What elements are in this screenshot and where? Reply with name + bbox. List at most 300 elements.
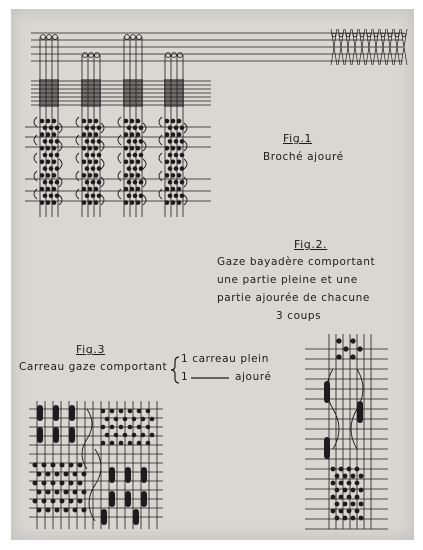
fig3-brace-line-2-suffix: ajouré (235, 371, 272, 383)
weave-dot (336, 354, 341, 359)
weave-dot (171, 160, 176, 165)
weave-dot (136, 119, 141, 124)
loop-curve (184, 159, 187, 169)
weave-dot (128, 425, 133, 430)
loop-curve (118, 189, 121, 199)
loop-curve (143, 159, 146, 169)
weave-dot (165, 173, 170, 178)
heddle-ring (83, 53, 88, 58)
weave-dot (171, 173, 176, 178)
weave-dot (347, 495, 352, 500)
fig1-weave-diagram (25, 29, 407, 217)
loop-curve (59, 177, 62, 187)
heddle-ring (353, 33, 357, 37)
weave-dot (97, 153, 102, 158)
heddle-ring (395, 33, 399, 37)
weave-dot (168, 180, 173, 185)
weave-dot (168, 194, 173, 199)
weave-dot (52, 146, 57, 151)
loop-curve (184, 195, 187, 205)
weave-dot (177, 146, 182, 151)
weave-dot (42, 481, 47, 486)
weave-dot (350, 354, 355, 359)
weave-dot (146, 409, 151, 414)
weave-dot (335, 488, 340, 493)
weave-dot (73, 508, 78, 513)
weave-dot (174, 194, 179, 199)
heddle-ring (374, 33, 378, 37)
weave-dot (78, 499, 83, 504)
weave-dot (55, 180, 60, 185)
weave-dot (49, 194, 54, 199)
fig1-title: Fig.1 (283, 132, 313, 145)
loop-curve (118, 153, 121, 163)
weave-dot (114, 417, 119, 422)
weave-dot (55, 126, 60, 131)
heddle-ring (388, 33, 392, 37)
weave-dot (139, 126, 144, 131)
weave-dot (133, 166, 138, 171)
weave-dot (339, 495, 344, 500)
weave-dot (139, 166, 144, 171)
float-bar (69, 405, 75, 421)
weave-dot (33, 481, 38, 486)
loop-curve (143, 141, 146, 151)
weave-dot (136, 146, 141, 151)
weave-dot (43, 194, 48, 199)
weave-dot (177, 119, 182, 124)
loop-curve (59, 195, 62, 205)
weave-dot (343, 488, 348, 493)
weave-dot (85, 180, 90, 185)
weave-dot (133, 153, 138, 158)
weave-dot (165, 119, 170, 124)
weave-dot (133, 126, 138, 131)
weave-dot (174, 180, 179, 185)
weave-dot (343, 474, 348, 479)
weave-dot (339, 467, 344, 472)
weave-dot (97, 194, 102, 199)
weave-dot (37, 508, 42, 513)
weave-dot (171, 146, 176, 151)
weave-dot (146, 425, 151, 430)
weave-dot (88, 119, 93, 124)
weave-dot (130, 160, 135, 165)
fig3-brace (171, 357, 179, 383)
weave-dot (69, 499, 74, 504)
weave-dot (168, 139, 173, 144)
weave-dot (136, 132, 141, 137)
float-bar (357, 401, 363, 423)
weave-dot (55, 194, 60, 199)
float-bar (324, 437, 330, 459)
weave-dot (174, 166, 179, 171)
weave-dot (339, 509, 344, 514)
weave-dot (119, 409, 124, 414)
heddle-ring (360, 33, 364, 37)
weave-dot (51, 481, 56, 486)
weave-dot (347, 467, 352, 472)
weave-dot (91, 153, 96, 158)
loop-curve (34, 171, 37, 181)
weave-dot (177, 160, 182, 165)
weave-dot (128, 409, 133, 414)
weave-dot (124, 173, 129, 178)
weave-dot (43, 180, 48, 185)
heddle-ring (89, 53, 94, 58)
weave-dot (150, 433, 155, 438)
weave-dot (180, 180, 185, 185)
weave-dot (40, 146, 45, 151)
loop-curve (143, 177, 146, 187)
weave-dot (168, 166, 173, 171)
weave-dot (336, 338, 341, 343)
weave-dot (180, 139, 185, 144)
weave-dot (69, 481, 74, 486)
weave-dot (101, 441, 106, 446)
weave-dot (55, 508, 60, 513)
heddle-ring (381, 33, 385, 37)
weave-dot (82, 472, 87, 477)
weave-dot (60, 463, 65, 468)
weave-dot (139, 153, 144, 158)
float-bar (69, 427, 75, 443)
float-bar (37, 427, 43, 443)
weave-dot (119, 425, 124, 430)
fig3-brace-line-1: 1 carreau plein (181, 353, 269, 365)
weave-dot (177, 132, 182, 137)
weave-dot (357, 346, 362, 351)
heddle-ring (172, 53, 177, 58)
weave-dot (351, 488, 356, 493)
weave-dot (49, 180, 54, 185)
weave-dot (335, 474, 340, 479)
heddle-ring (137, 35, 142, 40)
weave-dot (130, 173, 135, 178)
weave-dot (127, 194, 132, 199)
weave-dot (171, 132, 176, 137)
float-bar (141, 467, 147, 483)
weave-dot (119, 441, 124, 446)
weave-dot (343, 346, 348, 351)
weave-dot (180, 194, 185, 199)
weave-dot (78, 463, 83, 468)
weave-dot (347, 481, 352, 486)
weave-dot (124, 132, 129, 137)
float-bar (53, 405, 59, 421)
weave-dot (64, 490, 69, 495)
weave-dot (43, 166, 48, 171)
weave-dot (55, 153, 60, 158)
weave-dot (42, 463, 47, 468)
loop-curve (34, 189, 37, 199)
weave-dot (133, 194, 138, 199)
fig2-weave-diagram (305, 334, 388, 529)
weave-dot (133, 180, 138, 185)
weave-dot (82, 490, 87, 495)
weave-dot (46, 472, 51, 477)
loop-curve (76, 117, 79, 127)
weave-dot (165, 146, 170, 151)
weave-dot (97, 166, 102, 171)
loop-curve (143, 195, 146, 205)
loop-curve (59, 141, 62, 151)
weave-dot (40, 119, 45, 124)
weave-dot (350, 338, 355, 343)
loop-curve (184, 123, 187, 133)
weave-dot (46, 132, 51, 137)
fig2-caption-line-3: partie ajourée de chacune (217, 292, 370, 304)
heddle-ring (53, 35, 58, 40)
loop-curve (118, 135, 121, 145)
loop-curve (159, 189, 162, 199)
weave-dot (82, 146, 87, 151)
loop-curve (118, 117, 121, 127)
weave-dot (110, 409, 115, 414)
loop-curve (76, 153, 79, 163)
weave-dot (97, 139, 102, 144)
weave-dot (359, 502, 364, 507)
weave-dot (91, 139, 96, 144)
weave-dot (132, 417, 137, 422)
heddle-ring (332, 33, 336, 37)
weave-dot (73, 490, 78, 495)
fig1-caption: Broché ajouré (263, 151, 344, 163)
weave-dot (82, 160, 87, 165)
heddle-ring (367, 33, 371, 37)
loop-curve (101, 177, 104, 187)
weave-dot (51, 463, 56, 468)
loop-curve (101, 159, 104, 169)
weave-dot (133, 139, 138, 144)
weave-dot (55, 139, 60, 144)
weave-dot (132, 433, 137, 438)
weave-dot (105, 433, 110, 438)
weave-dot (127, 153, 132, 158)
heddle-ring (131, 35, 136, 40)
band-block (123, 79, 143, 107)
loop-curve (89, 449, 101, 521)
weave-dot (52, 160, 57, 165)
float-bar (324, 381, 330, 403)
weave-dot (168, 126, 173, 131)
loop-curve (34, 153, 37, 163)
loop-curve (159, 171, 162, 181)
loop-curve (34, 117, 37, 127)
loop-curve (76, 135, 79, 145)
weave-dot (37, 472, 42, 477)
weave-dot (124, 146, 129, 151)
weave-dot (33, 463, 38, 468)
weave-dot (46, 173, 51, 178)
weave-dot (165, 132, 170, 137)
weave-dot (331, 495, 336, 500)
fig3-weave-diagram (29, 401, 163, 529)
weave-dot (42, 499, 47, 504)
weave-dot (88, 146, 93, 151)
weave-dot (43, 153, 48, 158)
weave-dot (52, 173, 57, 178)
weave-dot (174, 153, 179, 158)
fig2-caption-line-4: 3 coups (276, 310, 322, 322)
weave-dot (168, 153, 173, 158)
fig3-title: Fig.3 (76, 343, 106, 356)
loop-curve (101, 195, 104, 205)
weave-dot (355, 467, 360, 472)
weave-dot (85, 153, 90, 158)
weave-dot (174, 139, 179, 144)
weave-dot (85, 139, 90, 144)
weave-dot (139, 139, 144, 144)
weave-dot (335, 516, 340, 521)
weave-dot (343, 502, 348, 507)
weave-dot (85, 126, 90, 131)
loop-curve (184, 141, 187, 151)
weave-dot (127, 126, 132, 131)
weave-dot (339, 481, 344, 486)
fig2-caption-line-2: une partie pleine et une (217, 274, 358, 286)
weave-dot (180, 153, 185, 158)
float-bar (109, 491, 115, 507)
weave-dot (91, 166, 96, 171)
heddle-ring (346, 33, 350, 37)
weave-dot (91, 194, 96, 199)
weave-dot (85, 194, 90, 199)
weave-dot (171, 119, 176, 124)
loop-curve (76, 189, 79, 199)
weave-dot (82, 508, 87, 513)
heddle-ring (47, 35, 52, 40)
band-block (164, 79, 184, 107)
weave-dot (351, 474, 356, 479)
weave-dot (94, 173, 99, 178)
float-bar (125, 467, 131, 483)
heddle-ring (339, 33, 343, 37)
weave-dot (43, 126, 48, 131)
weave-dot (94, 160, 99, 165)
heddle-ring (178, 53, 183, 58)
weave-dot (351, 502, 356, 507)
weave-dot (69, 463, 74, 468)
float-bar (53, 427, 59, 443)
weave-dot (46, 119, 51, 124)
fig3-brace-line-2-prefix: 1 (181, 371, 189, 383)
weave-dot (124, 119, 129, 124)
heddle-ring (166, 53, 171, 58)
weave-dot (46, 160, 51, 165)
weave-dot (139, 180, 144, 185)
weave-dot (359, 488, 364, 493)
weave-dot (355, 495, 360, 500)
float-bar (101, 509, 107, 525)
weave-dot (82, 173, 87, 178)
weave-dot (64, 472, 69, 477)
weave-dot (105, 417, 110, 422)
weave-dot (78, 481, 83, 486)
drawing-plate (11, 9, 414, 540)
weave-dot (46, 146, 51, 151)
loop-curve (118, 171, 121, 181)
loop-curve (76, 171, 79, 181)
heddle-ring (402, 33, 406, 37)
weave-dot (94, 132, 99, 137)
weave-dot (88, 173, 93, 178)
weave-dot (130, 132, 135, 137)
weave-dot (165, 160, 170, 165)
fig2-caption-line-1: Gaze bayadère comportant (217, 256, 376, 268)
weave-dot (150, 417, 155, 422)
weave-dot (52, 119, 57, 124)
loop-curve (159, 153, 162, 163)
weave-dot (331, 509, 336, 514)
weave-dot (49, 126, 54, 131)
weave-dot (174, 126, 179, 131)
weave-dot (136, 173, 141, 178)
loop-curve (159, 117, 162, 127)
loop-curve (101, 141, 104, 151)
weave-dot (55, 472, 60, 477)
loop-curve (34, 135, 37, 145)
weave-dot (49, 153, 54, 158)
weave-dot (136, 160, 141, 165)
weave-dot (46, 490, 51, 495)
weave-dot (64, 508, 69, 513)
weave-dot (101, 409, 106, 414)
weave-dot (335, 502, 340, 507)
weave-dot (101, 425, 106, 430)
weave-dot (180, 126, 185, 131)
weave-dot (52, 132, 57, 137)
weave-dot (177, 173, 182, 178)
heddle-ring (41, 35, 46, 40)
weave-dot (55, 490, 60, 495)
float-bar (133, 509, 139, 525)
weave-dot (94, 119, 99, 124)
weave-dot (331, 481, 336, 486)
float-bar (125, 491, 131, 507)
weave-dot (137, 425, 142, 430)
weave-dot (94, 146, 99, 151)
weave-dot (359, 474, 364, 479)
heddle-ring (125, 35, 130, 40)
weave-dot (137, 441, 142, 446)
float-bar (109, 467, 115, 483)
weave-dot (110, 441, 115, 446)
weave-dot (343, 516, 348, 521)
weave-dot (124, 160, 129, 165)
weave-dot (91, 126, 96, 131)
weave-dot (91, 180, 96, 185)
weave-dot (127, 139, 132, 144)
fig2-title: Fig.2. (294, 238, 328, 251)
band-block (39, 79, 59, 107)
float-bar (141, 491, 147, 507)
weave-dot (82, 132, 87, 137)
weave-dot (128, 441, 133, 446)
weave-dot (137, 409, 142, 414)
weave-dot (127, 166, 132, 171)
heddle-ring (95, 53, 100, 58)
weave-dot (331, 467, 336, 472)
weave-dot (123, 417, 128, 422)
weave-dot (60, 499, 65, 504)
weave-dot (49, 139, 54, 144)
weave-dot (123, 433, 128, 438)
weave-dot (40, 160, 45, 165)
weave-dot (55, 166, 60, 171)
weave-dot (51, 499, 56, 504)
weave-dot (88, 132, 93, 137)
